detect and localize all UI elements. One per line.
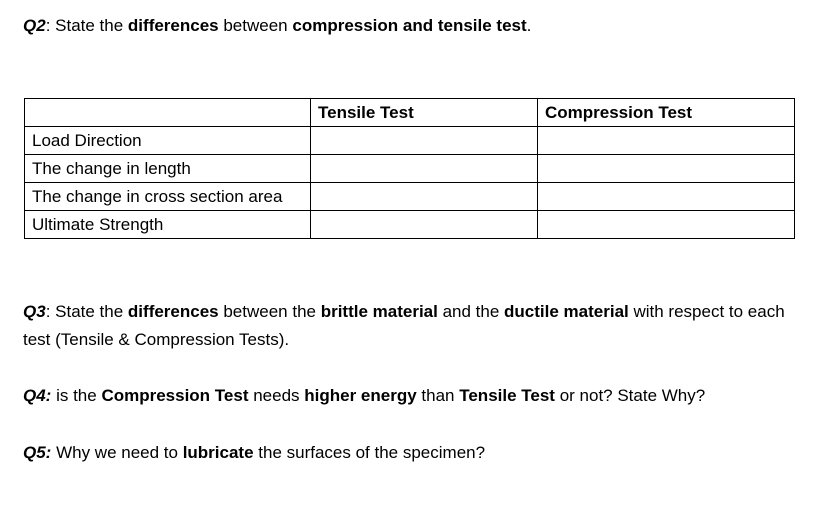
q2-number: Q2	[23, 16, 46, 35]
row-label: The change in cross section area	[25, 183, 311, 211]
table-row	[25, 211, 795, 239]
row-label: The change in length	[25, 155, 311, 183]
tensile-cell[interactable]	[311, 127, 538, 155]
compression-cell[interactable]	[538, 127, 795, 155]
q3-number: Q3	[23, 302, 46, 321]
compression-cell[interactable]	[538, 211, 795, 239]
q4-number: Q4:	[23, 386, 52, 405]
compression-cell[interactable]	[538, 155, 795, 183]
row-label: Load Direction	[25, 127, 311, 155]
header-cell-tensile: Tensile Test	[311, 99, 538, 127]
row-label: Ultimate Strength	[25, 211, 311, 239]
question-q2: Q2: State the differences between compression and tensile test.	[23, 16, 532, 35]
tensile-cell[interactable]	[311, 211, 538, 239]
tensile-cell[interactable]	[311, 183, 538, 211]
table-row	[25, 183, 795, 211]
question-q4: Q4: is the Compression Test needs higher energy than Tensile Test or not? State Why?	[23, 386, 706, 405]
table-row	[25, 155, 795, 183]
tensile-cell[interactable]	[311, 155, 538, 183]
q5-number: Q5:	[23, 443, 52, 462]
compression-cell[interactable]	[538, 183, 795, 211]
comparison-table	[24, 98, 795, 239]
table-header-row	[25, 99, 795, 127]
question-q5: Q5: Why we need to lubricate the surfaces of the specimen?	[23, 443, 486, 462]
header-cell-empty	[25, 99, 311, 127]
table-row	[25, 127, 795, 155]
header-cell-compression: Compression Test	[538, 99, 795, 127]
question-q3: Q3: State the differences between the brittle material and the ductile material with respect to each test (Tensile & Compression Tests).	[23, 302, 785, 349]
